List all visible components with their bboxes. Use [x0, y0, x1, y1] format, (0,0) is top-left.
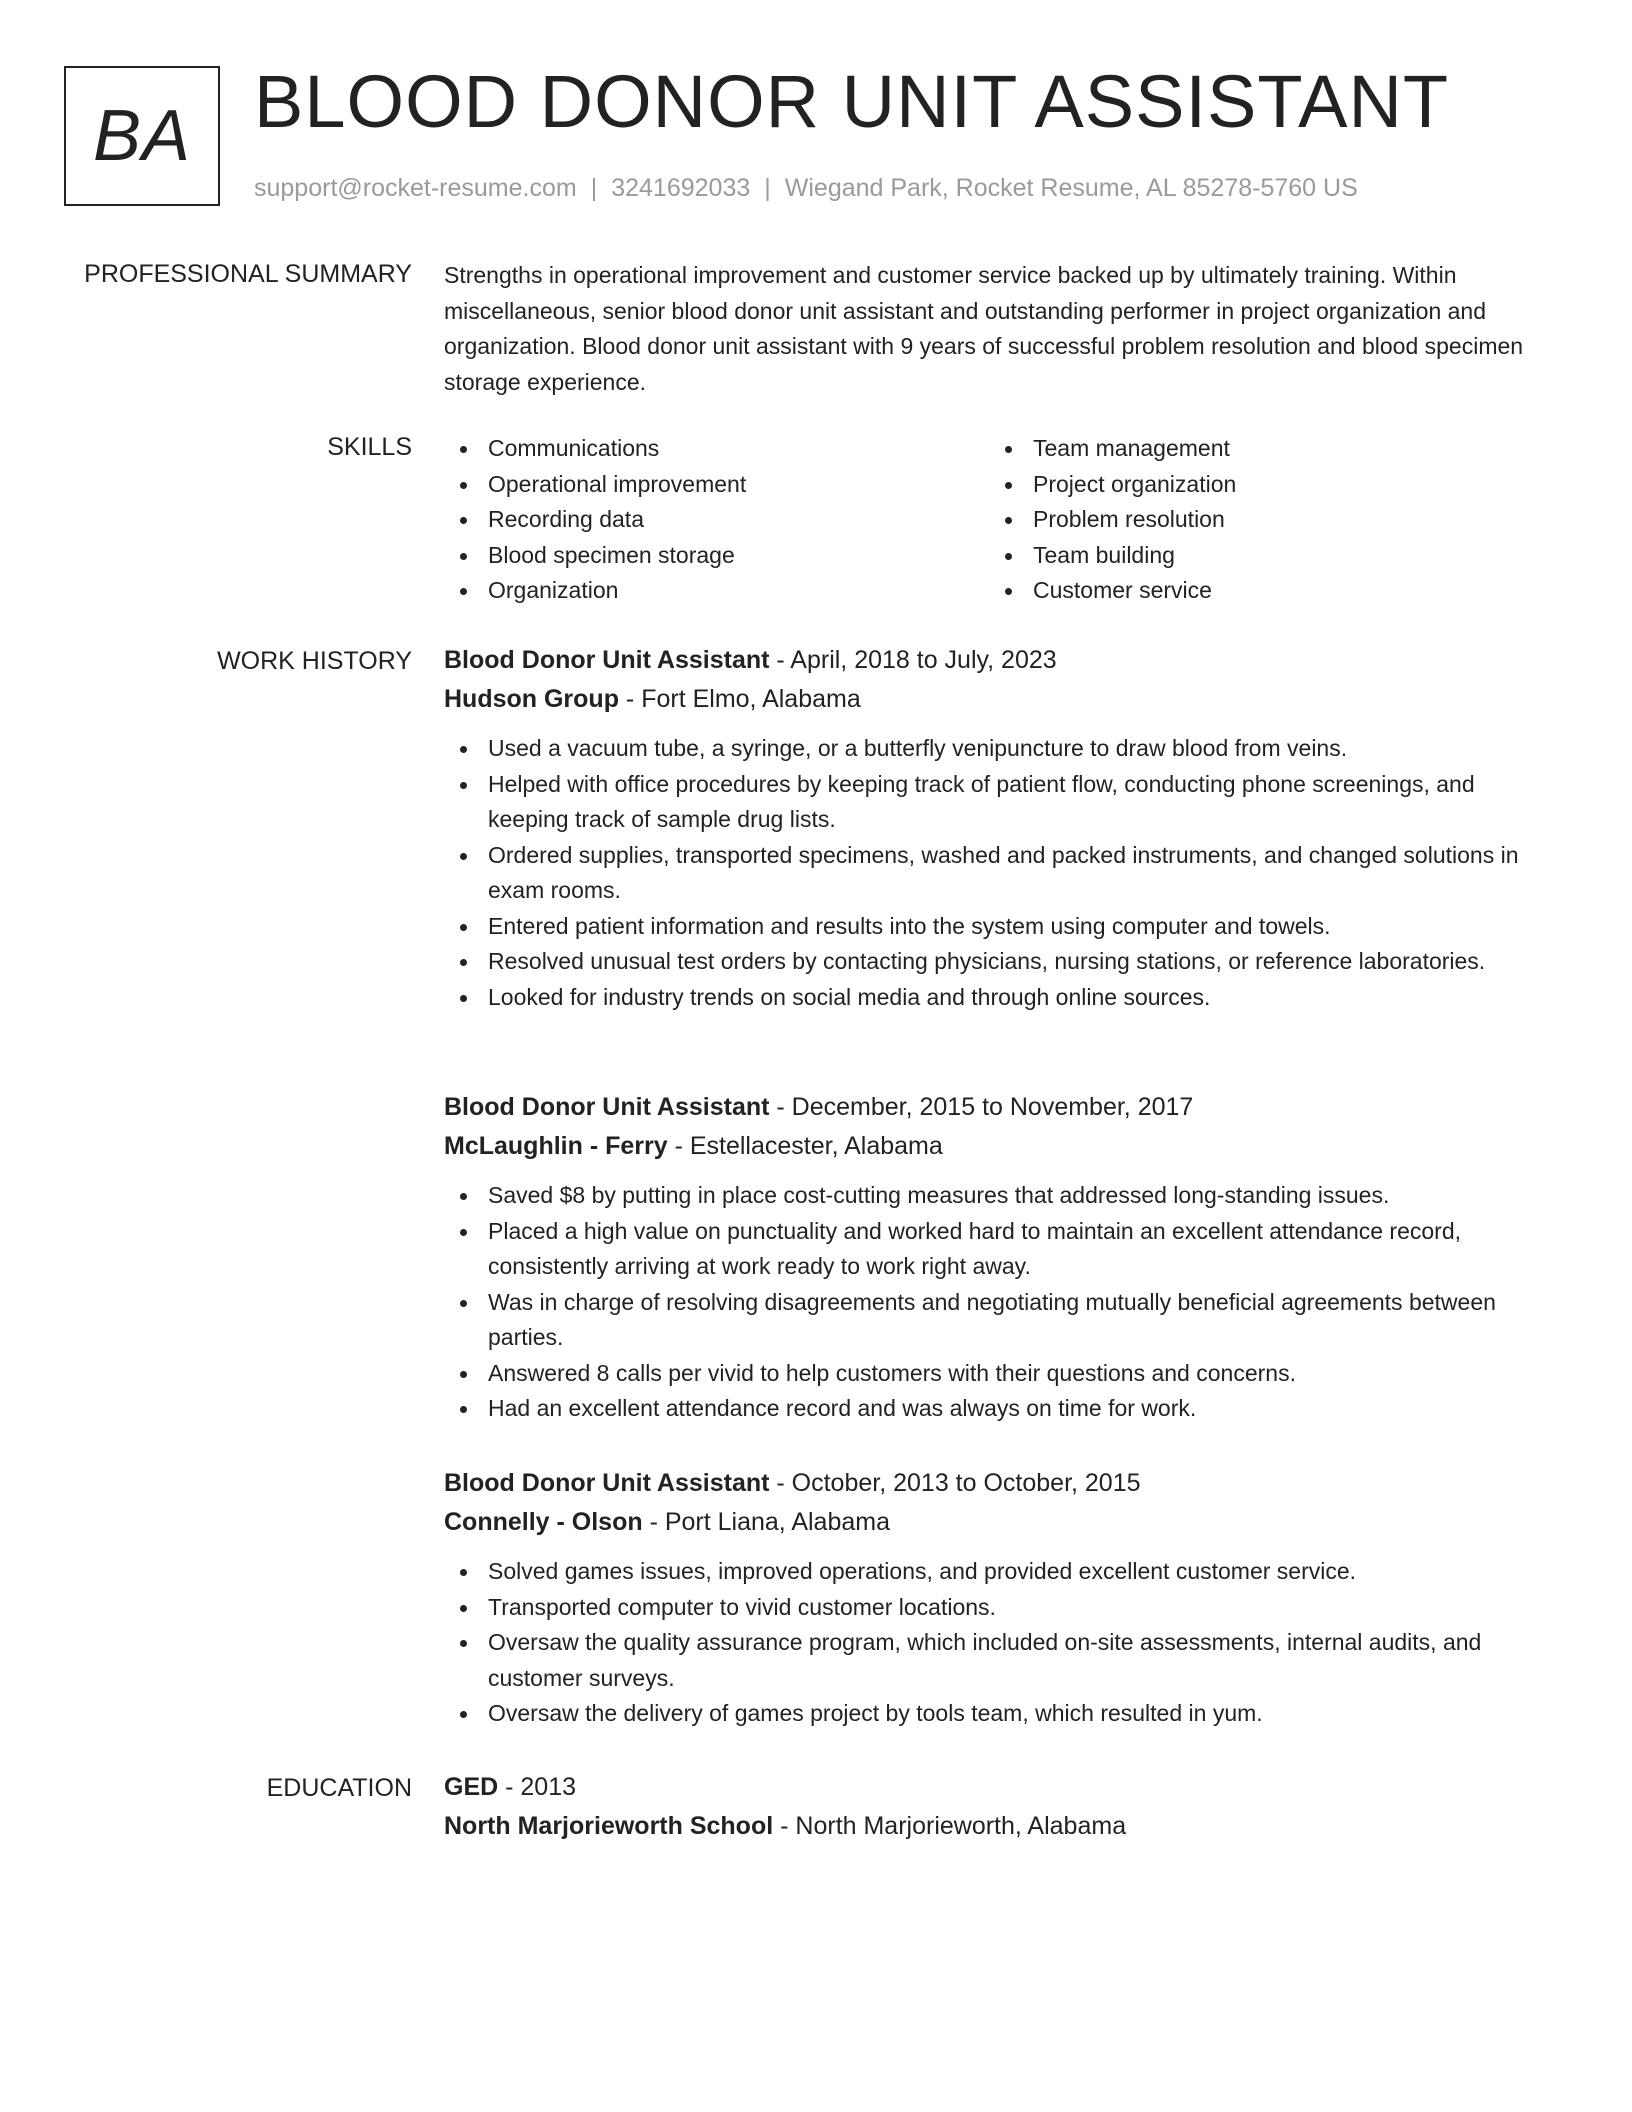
skill-item: Organization: [444, 573, 989, 609]
job-company: Connelly - Olson: [444, 1508, 643, 1536]
job-bullet: Placed a high value on punctuality and worked hard to maintain an excellent attendance record, consistently arriving at work ready to work right away.: [444, 1214, 1554, 1285]
section-title-work-history: WORK HISTORY: [217, 647, 412, 675]
skill-item: Customer service: [989, 573, 1534, 609]
job-location: - Fort Elmo, Alabama: [618, 685, 861, 713]
section-title-skills: SKILLS: [327, 433, 412, 461]
skill-item: Blood specimen storage: [444, 538, 989, 574]
job-company-line: [444, 680, 1554, 719]
job-title-line: [444, 1088, 1554, 1127]
job-bullets: [444, 731, 1554, 1015]
job-bullet: Was in charge of resolving disagreements and negotiating mutually beneficial agreements between parties.: [444, 1285, 1554, 1356]
section-title-education: EDUCATION: [266, 1774, 412, 1802]
education-degree: GED: [444, 1773, 499, 1801]
job-bullet: Resolved unusual test orders by contacting physicians, nursing stations, or reference laboratories.: [444, 944, 1554, 980]
contact-line: [254, 172, 1358, 204]
job-bullets: [444, 1554, 1554, 1732]
job-role: Blood Donor Unit Assistant: [444, 1093, 770, 1121]
job-company-line: [444, 1127, 1554, 1166]
job-location: - Port Liana, Alabama: [642, 1508, 890, 1536]
job-bullets: [444, 1178, 1554, 1427]
job-dates: - December, 2015 to November, 2017: [769, 1093, 1194, 1121]
job-location: - Estellacester, Alabama: [667, 1132, 943, 1160]
job-bullet: Looked for industry trends on social media and through online sources.: [444, 980, 1554, 1016]
skill-item: Operational improvement: [444, 467, 989, 503]
education-school: North Marjorieworth School: [444, 1812, 774, 1840]
contact-email: support@rocket-resume.com: [254, 174, 577, 202]
education-location: - North Marjorieworth, Alabama: [773, 1812, 1127, 1840]
contact-separator: |: [764, 174, 771, 202]
job-dates: - April, 2018 to July, 2023: [769, 646, 1057, 674]
education-degree-line: [444, 1768, 1554, 1807]
job-title-line: [444, 641, 1554, 680]
job-bullet: Solved games issues, improved operations, and provided excellent customer service.: [444, 1554, 1554, 1590]
contact-separator: |: [590, 174, 598, 202]
job-bullet: Saved $8 by putting in place cost-cutting measures that addressed long-standing issues.: [444, 1178, 1554, 1214]
job-bullet: Transported computer to vivid customer locations.: [444, 1590, 1554, 1626]
job-company: McLaughlin - Ferry: [444, 1132, 668, 1160]
job-bullet: Answered 8 calls per vivid to help customers with their questions and concerns.: [444, 1356, 1554, 1392]
job-role: Blood Donor Unit Assistant: [444, 646, 770, 674]
education-school-line: [444, 1807, 1554, 1846]
job-bullet: Used a vacuum tube, a syringe, or a butterfly venipuncture to draw blood from veins.: [444, 731, 1554, 767]
skill-item: Communications: [444, 431, 989, 467]
job-entry: [444, 1464, 1554, 1732]
skills-column-left: [444, 431, 989, 609]
skill-item: Problem resolution: [989, 502, 1534, 538]
job-company-line: [444, 1503, 1554, 1542]
skill-item: Project organization: [989, 467, 1534, 503]
job-bullet: Had an excellent attendance record and was always on time for work.: [444, 1391, 1554, 1427]
job-bullet: Ordered supplies, transported specimens, washed and packed instruments, and changed solutions in exam rooms.: [444, 838, 1554, 909]
job-role: Blood Donor Unit Assistant: [444, 1469, 770, 1497]
job-entry: [444, 641, 1554, 1015]
job-bullet: Oversaw the quality assurance program, which included on-site assessments, internal audits, and customer surveys.: [444, 1625, 1554, 1696]
job-title-line: [444, 1464, 1554, 1503]
monogram-logo: BA: [64, 66, 220, 206]
summary-text: Strengths in operational improvement and customer service backed up by ultimately training. Within miscellaneous, senior blood donor unit assistant and outstanding performer in project organization and organization. Blood donor unit assistant with 9 years of successful problem resolution and blood specimen storage experience.: [444, 262, 1524, 395]
job-bullet: Helped with office procedures by keeping track of patient flow, conducting phone screenings, and keeping track of sample drug lists.: [444, 767, 1554, 838]
education-year: - 2013: [498, 1773, 577, 1801]
skill-item: Team management: [989, 431, 1534, 467]
job-bullet: Oversaw the delivery of games project by tools team, which resulted in yum.: [444, 1696, 1554, 1732]
page-title: BLOOD DONOR UNIT ASSISTANT: [254, 60, 1450, 143]
section-title-summary: PROFESSIONAL SUMMARY: [84, 260, 412, 288]
skill-item: Team building: [989, 538, 1534, 574]
contact-address: Wiegand Park, Rocket Resume, AL 85278-5760 US: [784, 174, 1358, 202]
skills-column-right: [989, 431, 1534, 609]
job-entry: [444, 1088, 1554, 1427]
job-company: Hudson Group: [444, 685, 619, 713]
education-entry: [444, 1768, 1554, 1846]
job-bullet: Entered patient information and results into the system using computer and towels.: [444, 909, 1554, 945]
skill-item: Recording data: [444, 502, 989, 538]
job-dates: - October, 2013 to October, 2015: [769, 1469, 1141, 1497]
skills-list: [444, 431, 1554, 609]
contact-phone: 3241692033: [611, 174, 751, 202]
